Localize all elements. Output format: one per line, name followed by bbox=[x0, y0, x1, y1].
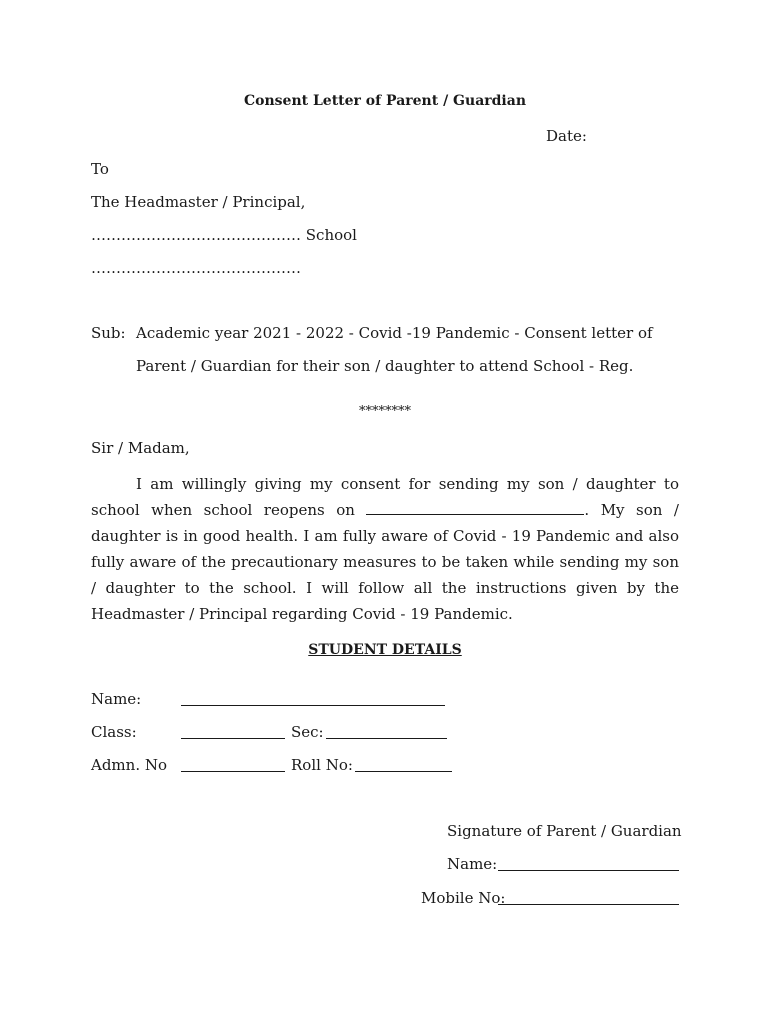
parent-name-field[interactable] bbox=[498, 870, 679, 871]
salutation: Sir / Madam, bbox=[91, 439, 190, 457]
student-details-heading: STUDENT DETAILS bbox=[308, 642, 462, 658]
mobile-no-field[interactable] bbox=[498, 904, 679, 905]
subject-label: Sub: bbox=[91, 324, 126, 342]
separator: ******** bbox=[359, 404, 411, 419]
section-field[interactable] bbox=[326, 738, 447, 739]
addressee: The Headmaster / Principal, bbox=[91, 193, 306, 211]
letter-title: Consent Letter of Parent / Guardian bbox=[244, 93, 526, 109]
date-label: Date: bbox=[546, 127, 587, 145]
consent-text-part-2: . My son / daughter is in good health. I am fully aware of Covid - 19 Pandemic and also fully aware of the precautionary measures to be taken while sending my son / daughter to the school. I will follow all the instructions given by the Headmaster / Principal regarding Covid - 19 Pandemic. bbox=[91, 501, 679, 623]
admission-no-label: Admn. No bbox=[91, 756, 168, 774]
to-label: To bbox=[91, 160, 109, 178]
class-field[interactable] bbox=[181, 738, 285, 739]
roll-no-field[interactable] bbox=[355, 771, 452, 772]
section-label: Sec: bbox=[291, 723, 324, 741]
address-line: …………………………………… bbox=[91, 259, 301, 277]
roll-no-label: Roll No: bbox=[291, 756, 353, 774]
mobile-no-label: Mobile No: bbox=[421, 889, 506, 907]
reopen-date-blank[interactable] bbox=[366, 499, 584, 515]
school-line: …………………………………… School bbox=[91, 226, 357, 244]
parent-name-label: Name: bbox=[447, 855, 498, 873]
student-name-label: Name: bbox=[91, 690, 142, 708]
signature-label: Signature of Parent / Guardian bbox=[447, 822, 682, 840]
class-label: Class: bbox=[91, 723, 137, 741]
student-name-field[interactable] bbox=[181, 705, 445, 706]
consent-text-part-1: I am willingly giving my consent for sending my son / daughter to school when school reopens on bbox=[91, 475, 679, 519]
consent-paragraph bbox=[91, 471, 679, 627]
admission-no-field[interactable] bbox=[181, 771, 285, 772]
subject-line-1: Academic year 2021 - 2022 - Covid -19 Pandemic - Consent letter of bbox=[136, 324, 653, 342]
subject-line-2: Parent / Guardian for their son / daughter to attend School - Reg. bbox=[136, 357, 634, 375]
